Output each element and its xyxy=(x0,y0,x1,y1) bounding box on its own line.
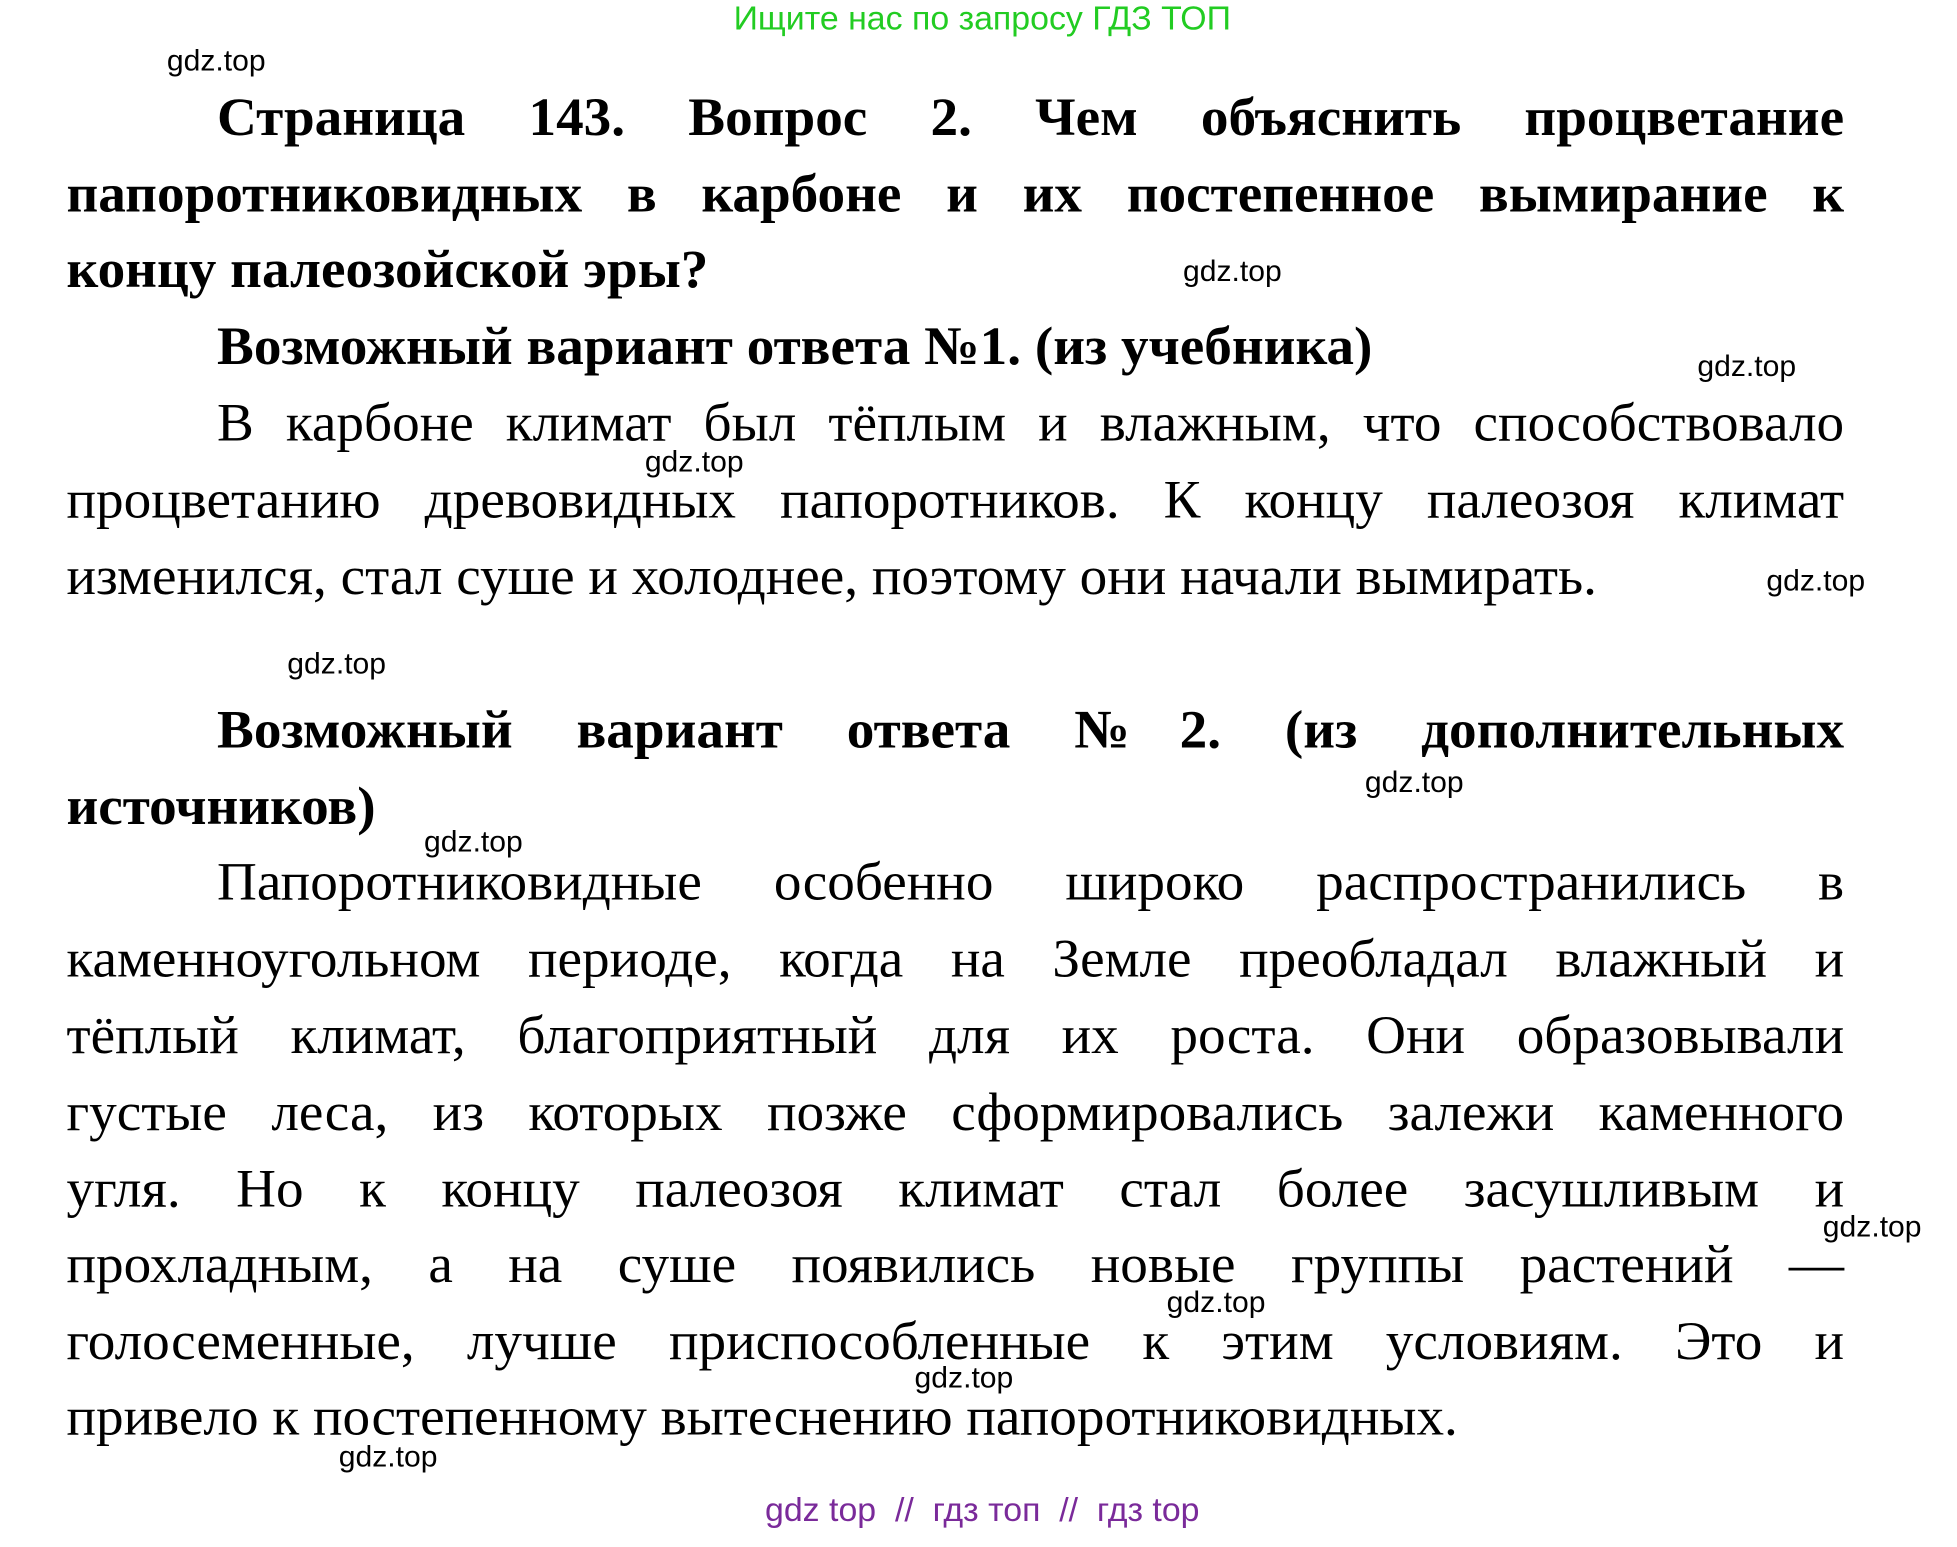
watermark: gdz.top xyxy=(338,1440,438,1474)
watermark: gdz.top xyxy=(1822,1210,1922,1244)
answer1-line-1: В карбоне климат был тёплым и влажным, что способствовало xyxy=(217,392,1845,453)
watermark: gdz.top xyxy=(424,825,523,859)
answer2-line-1: Папоротниковидные особенно широко распространились в xyxy=(217,851,1845,913)
question-line-1: Страница 143. Вопрос 2. Чем объяснить процветание xyxy=(217,86,1845,148)
answer2-line-3: тёплый климат, благоприятный для их роста. Они образовывали xyxy=(66,1004,1845,1066)
answer1-line-3: изменился, стал суше и холоднее, поэтому они начали вымирать. xyxy=(66,545,1597,607)
answer2-line-6: прохладным, а на суше появились новые группы растений — xyxy=(66,1233,1845,1295)
watermark: gdz.top xyxy=(1364,766,1464,800)
answer2-line-2: каменноугольном периоде, когда на Земле преобладал влажный и xyxy=(66,928,1845,989)
watermark: gdz.top xyxy=(644,445,744,479)
answer2-line-5: угля. Но к концу палеозоя климат стал более засушливым и xyxy=(66,1158,1845,1220)
answer1-line-2: процветанию древовидных папоротников. К концу палеозоя климат xyxy=(66,469,1845,530)
question-line-3: концу палеозойской эры? xyxy=(66,238,709,300)
footer-watermark: gdz top // гдз топ // гдз top xyxy=(765,1491,1200,1529)
watermark: gdz.top xyxy=(1766,564,1866,598)
search-banner: Ищите нас по запросу ГДЗ ТОП xyxy=(733,0,1231,38)
watermark: gdz.top xyxy=(914,1361,1014,1395)
answer2-line-8: привело к постепенному вытеснению папоротниковидных. xyxy=(66,1386,1458,1447)
watermark: gdz.top xyxy=(1182,254,1282,289)
answer2-title-line-1: Возможный вариант ответа №2. (из дополнительных xyxy=(217,699,1845,760)
answer2-line-4: густые леса, из которых позже сформировались залежи каменного xyxy=(66,1081,1845,1143)
watermark: gdz.top xyxy=(1697,350,1797,384)
answer2-title-line-2: источников) xyxy=(66,775,376,837)
watermark: gdz.top xyxy=(1166,1285,1266,1320)
watermark: gdz.top xyxy=(287,647,387,681)
answer2-line-7: голосеменные, лучше приспособленные к этим условиям. Это и xyxy=(66,1310,1845,1372)
answer1-title: Возможный вариант ответа №1. (из учебника) xyxy=(217,315,1373,377)
watermark: gdz.top xyxy=(166,44,266,78)
question-line-2: папоротниковидных в карбоне и их постепенное вымирание к xyxy=(66,163,1845,225)
